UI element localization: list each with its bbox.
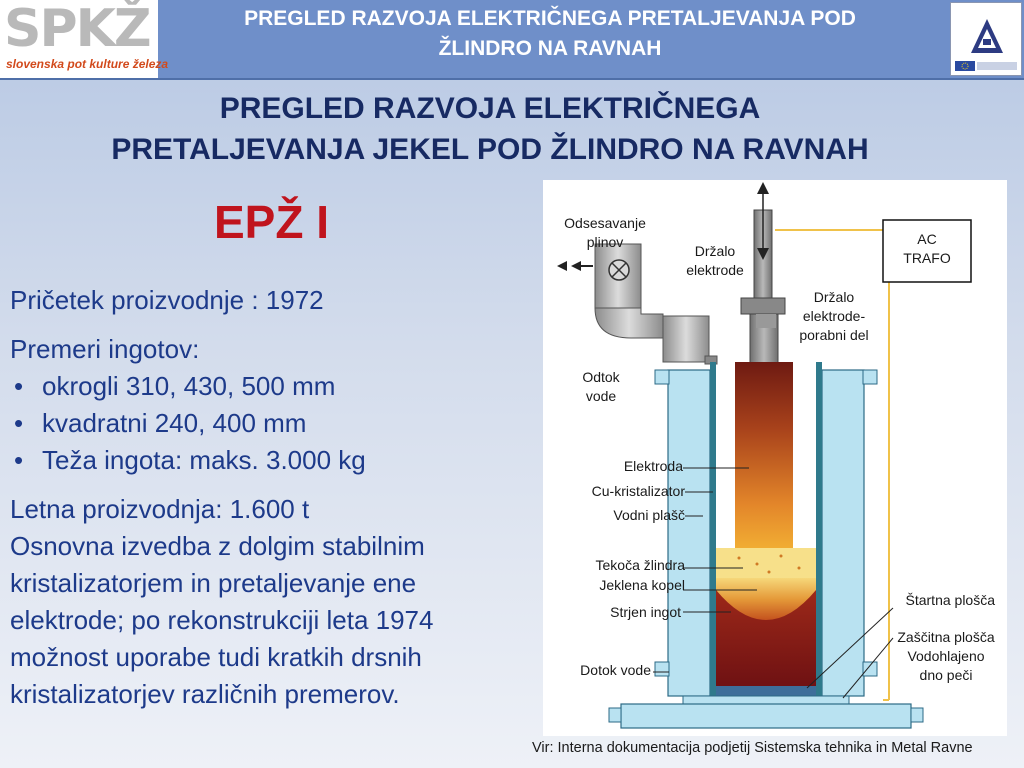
description-line: elektrode; po rekonstrukciji leta 1974 bbox=[10, 605, 434, 635]
description-line: kristalizatorjem in pretaljevanje ene bbox=[10, 568, 417, 598]
label-steel-pool: Jeklena kopel bbox=[599, 577, 685, 593]
esr-furnace-diagram bbox=[543, 180, 1007, 736]
cooled-base bbox=[621, 704, 911, 728]
list-item: • Teža ingota: maks. 3.000 kg bbox=[10, 442, 540, 479]
banner-title-line2: ŽLINDRO NA RAVNAH bbox=[438, 37, 662, 60]
label-start-plate: Štartna plošča bbox=[905, 592, 995, 608]
annual-production: Letna proizvodnja: 1.600 t bbox=[10, 494, 310, 524]
protective-plate bbox=[683, 696, 849, 704]
diameters-heading: Premeri ingotov: bbox=[10, 334, 200, 364]
banner-title-line1: PREGLED RAZVOJA ELEKTRIČNEGA PRETALJEVANJA POD bbox=[244, 7, 856, 30]
melt-zone bbox=[716, 548, 816, 696]
label-crystallizer: Cu-kristalizator bbox=[591, 483, 685, 499]
production-start: Pričetek proizvodnje : 1972 bbox=[10, 285, 324, 315]
bullet-icon: • bbox=[14, 371, 24, 401]
label-electrode-holder: Držalo elektrode bbox=[686, 243, 744, 278]
label-water-jacket: Vodni plašč bbox=[613, 507, 685, 523]
start-plate bbox=[716, 686, 816, 696]
logo-tagline: slovenska pot kulture železa bbox=[6, 57, 169, 71]
description-line: možnost uporabe tudi kratkih drsnih bbox=[10, 642, 422, 672]
label-slag: Tekoča žlindra bbox=[595, 557, 685, 573]
label-protective-plate: Zaščitna plošča Vodohlajeno dno peči bbox=[897, 629, 995, 683]
description-line: kristalizatorjev različnih premerov. bbox=[10, 679, 400, 709]
label-water-in: Dotok vode bbox=[580, 662, 651, 678]
bullet-icon: • bbox=[14, 445, 24, 475]
banner-title bbox=[170, 4, 930, 64]
slide-title-line2: PRETALJEVANJA JEKEL POD ŽLINDRO NA RAVNAH bbox=[111, 133, 869, 166]
slide-title-line1: PREGLED RAZVOJA ELEKTRIČNEGA bbox=[219, 92, 761, 125]
label-water-out: Odtok vode bbox=[582, 369, 620, 404]
body-text bbox=[10, 282, 540, 713]
label-holder-consumable: Držalo elektrode- porabni del bbox=[799, 289, 869, 343]
spkz-logo bbox=[0, 0, 169, 78]
source-note: Vir: Interna dokumentacija podjetij Sistemska tehnika in Metal Ravne bbox=[532, 740, 973, 756]
top-banner bbox=[0, 0, 1024, 80]
section-title: EPŽ I bbox=[214, 196, 330, 248]
list-item: • okrogli 310, 430, 500 mm bbox=[10, 368, 540, 405]
slide-title bbox=[60, 88, 920, 170]
description-line: Osnovna izvedba z dolgim stabilnim bbox=[10, 531, 425, 561]
list-item: • kvadratni 240, 400 mm bbox=[10, 405, 540, 442]
partner-emblem-icon bbox=[969, 17, 1005, 57]
eu-flag-icon bbox=[955, 61, 1017, 71]
label-electrode: Elektroda bbox=[623, 458, 683, 474]
partner-logo bbox=[950, 2, 1022, 76]
label-exhaust: Odsesavanje plinov bbox=[564, 215, 646, 250]
electrode bbox=[735, 362, 793, 552]
holder-consumable bbox=[756, 314, 776, 328]
label-ingot: Strjen ingot bbox=[610, 604, 681, 620]
label-ac-trafo: AC TRAFO bbox=[903, 231, 951, 266]
diameters-list bbox=[10, 368, 540, 479]
bullet-icon: • bbox=[14, 408, 24, 438]
logo-letters: SPKŽ bbox=[4, 0, 150, 59]
